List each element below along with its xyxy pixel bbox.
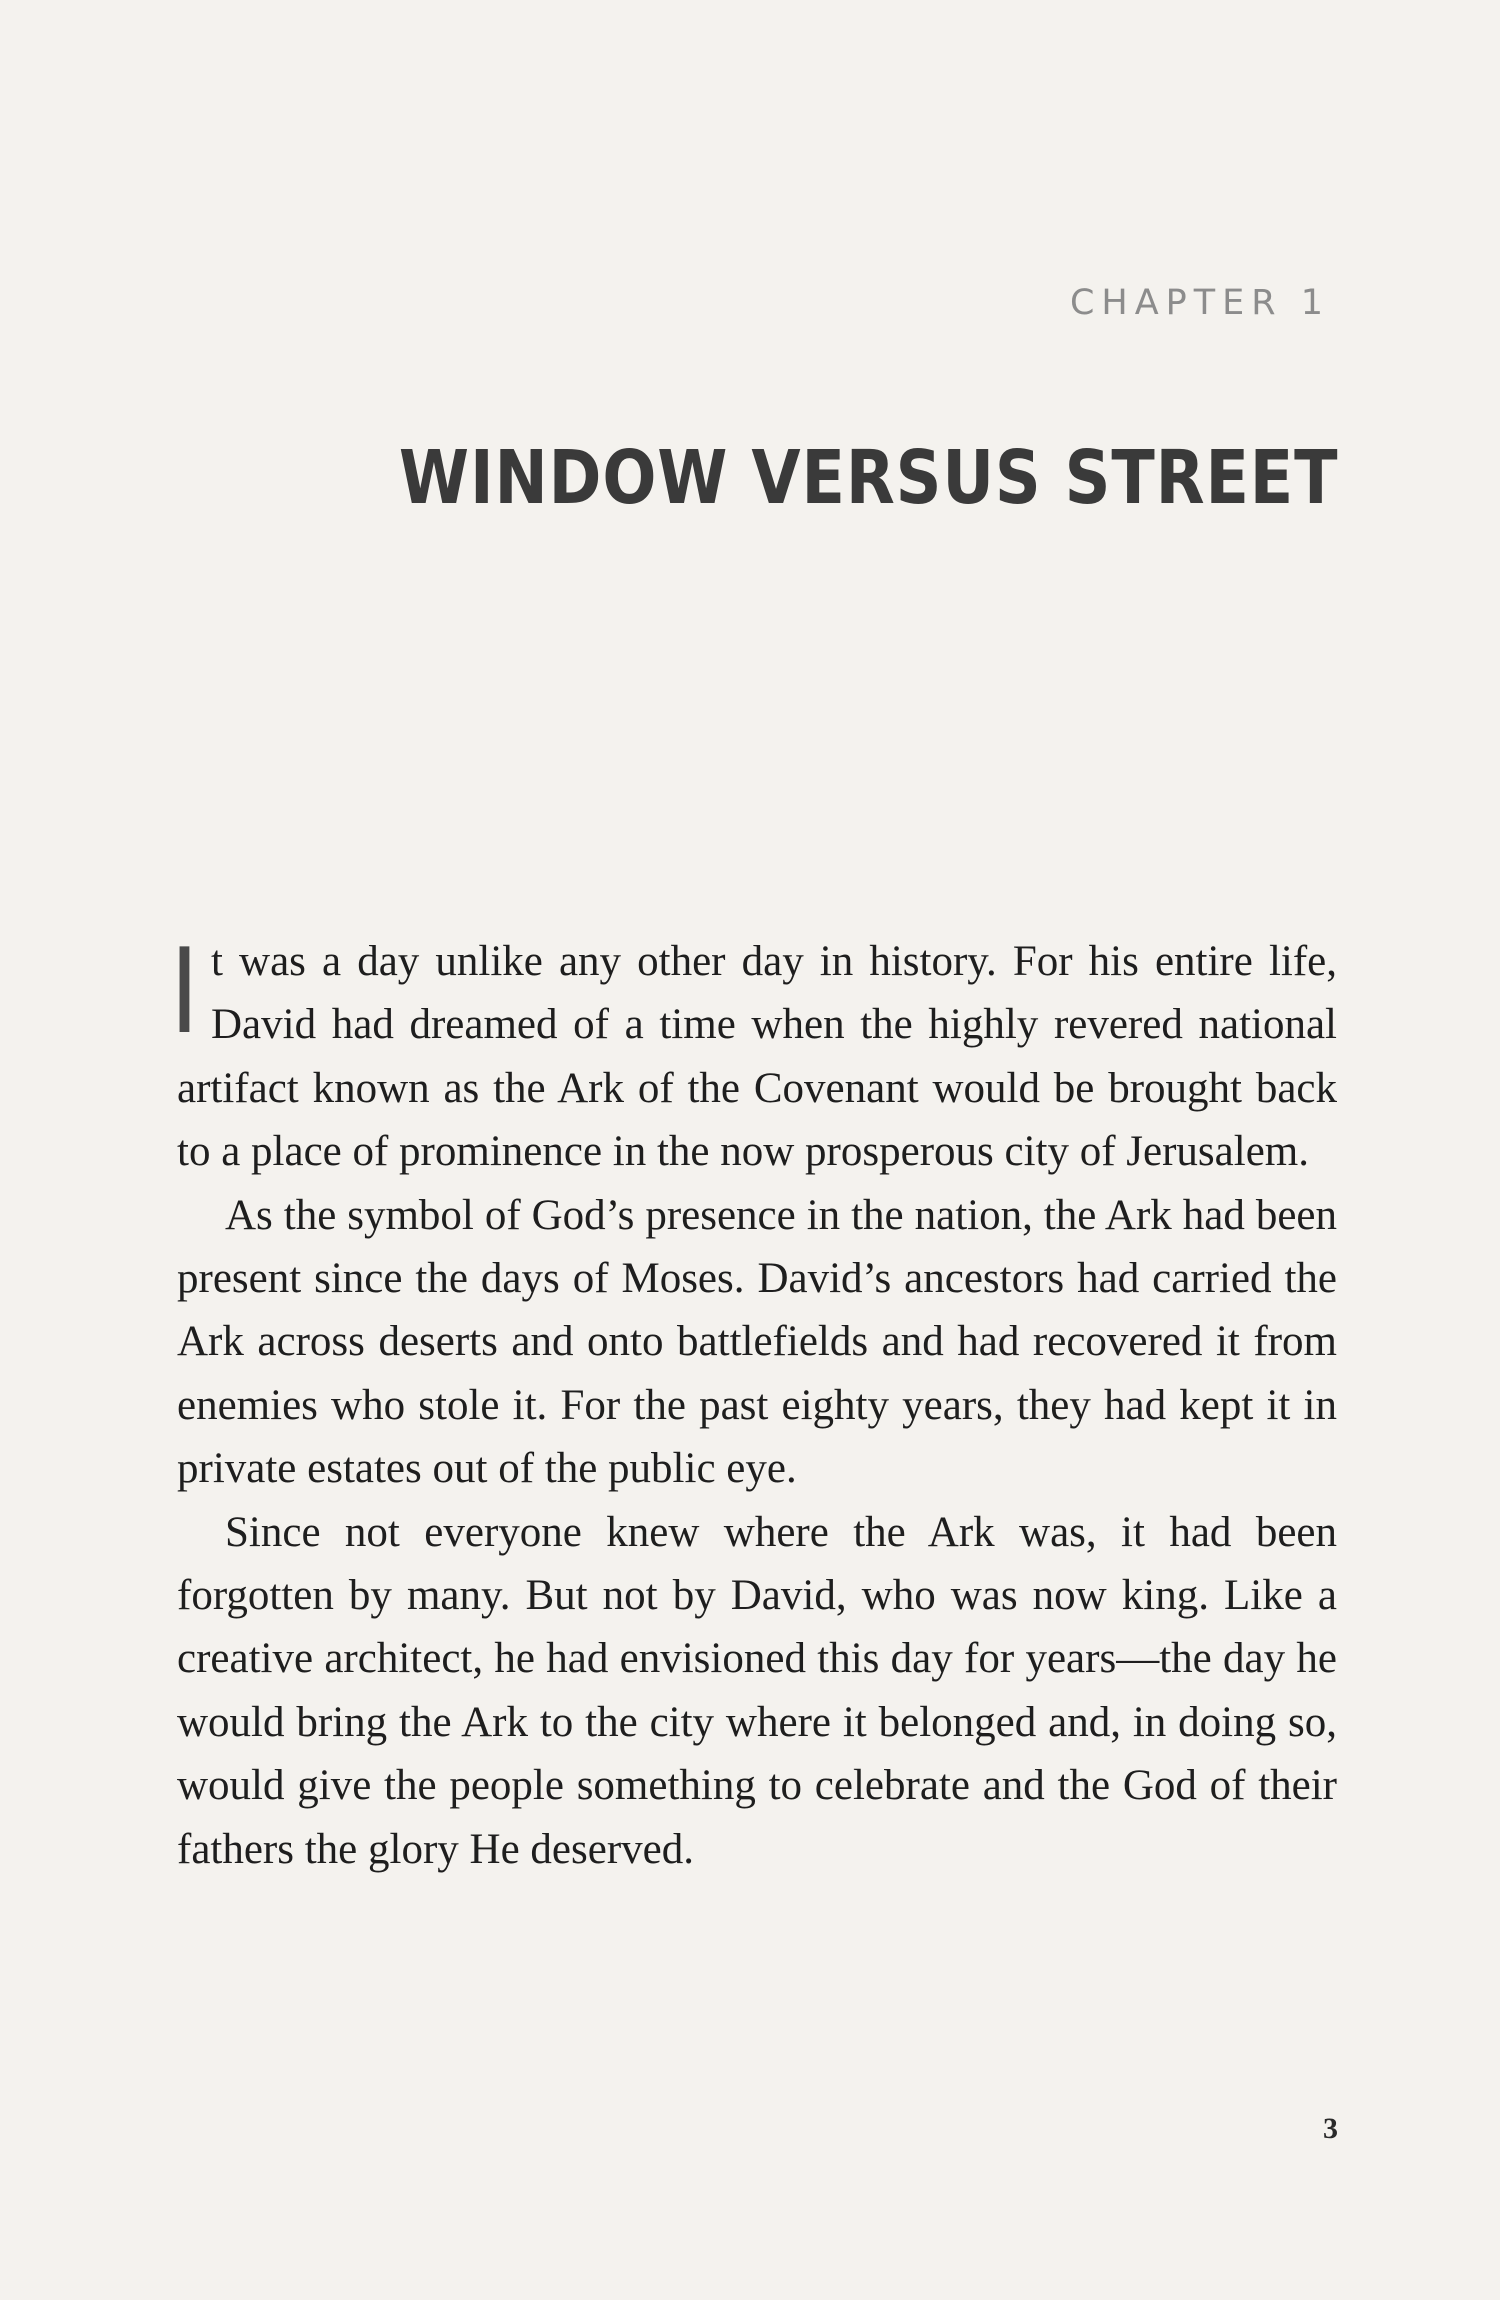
paragraph-1 <box>175 921 1337 1184</box>
body-text <box>175 921 1337 1881</box>
chapter-label: CHAPTER 1 <box>1069 283 1330 323</box>
paragraph-2: As the symbol of God’s presence in the nation, the Ark had been present since the days of Moses. David’s ancestors had carried the Ark across deserts and onto battlefields and had recovered it from enemies who stole it. For the past eighty years, they had kept it in private estates out of the public eye. <box>177 1191 1337 1493</box>
chapter-title: WINDOW VERSUS STREET <box>398 435 1338 521</box>
paragraph-3: Since not everyone knew where the Ark was, it had been forgotten by many. But not by David, who was now king. Like a creative architect, he had envisioned this day for years—the day he would bring the Ark to the city where it belonged and, in doing so, would give the people something to celebrate and the God of their fathers the glory He deserved. <box>177 1508 1337 1873</box>
drop-cap: I <box>175 921 194 1059</box>
page-number: 3 <box>1323 2112 1338 2145</box>
paragraph-1-text: t was a day unlike any other day in history. For his entire life, David had dreamed of a time when the highly revered national artifact known as the Ark of the Covenant would be brought back to a place of prominence in the now prosperous city of Jerusalem. <box>177 938 1337 1176</box>
